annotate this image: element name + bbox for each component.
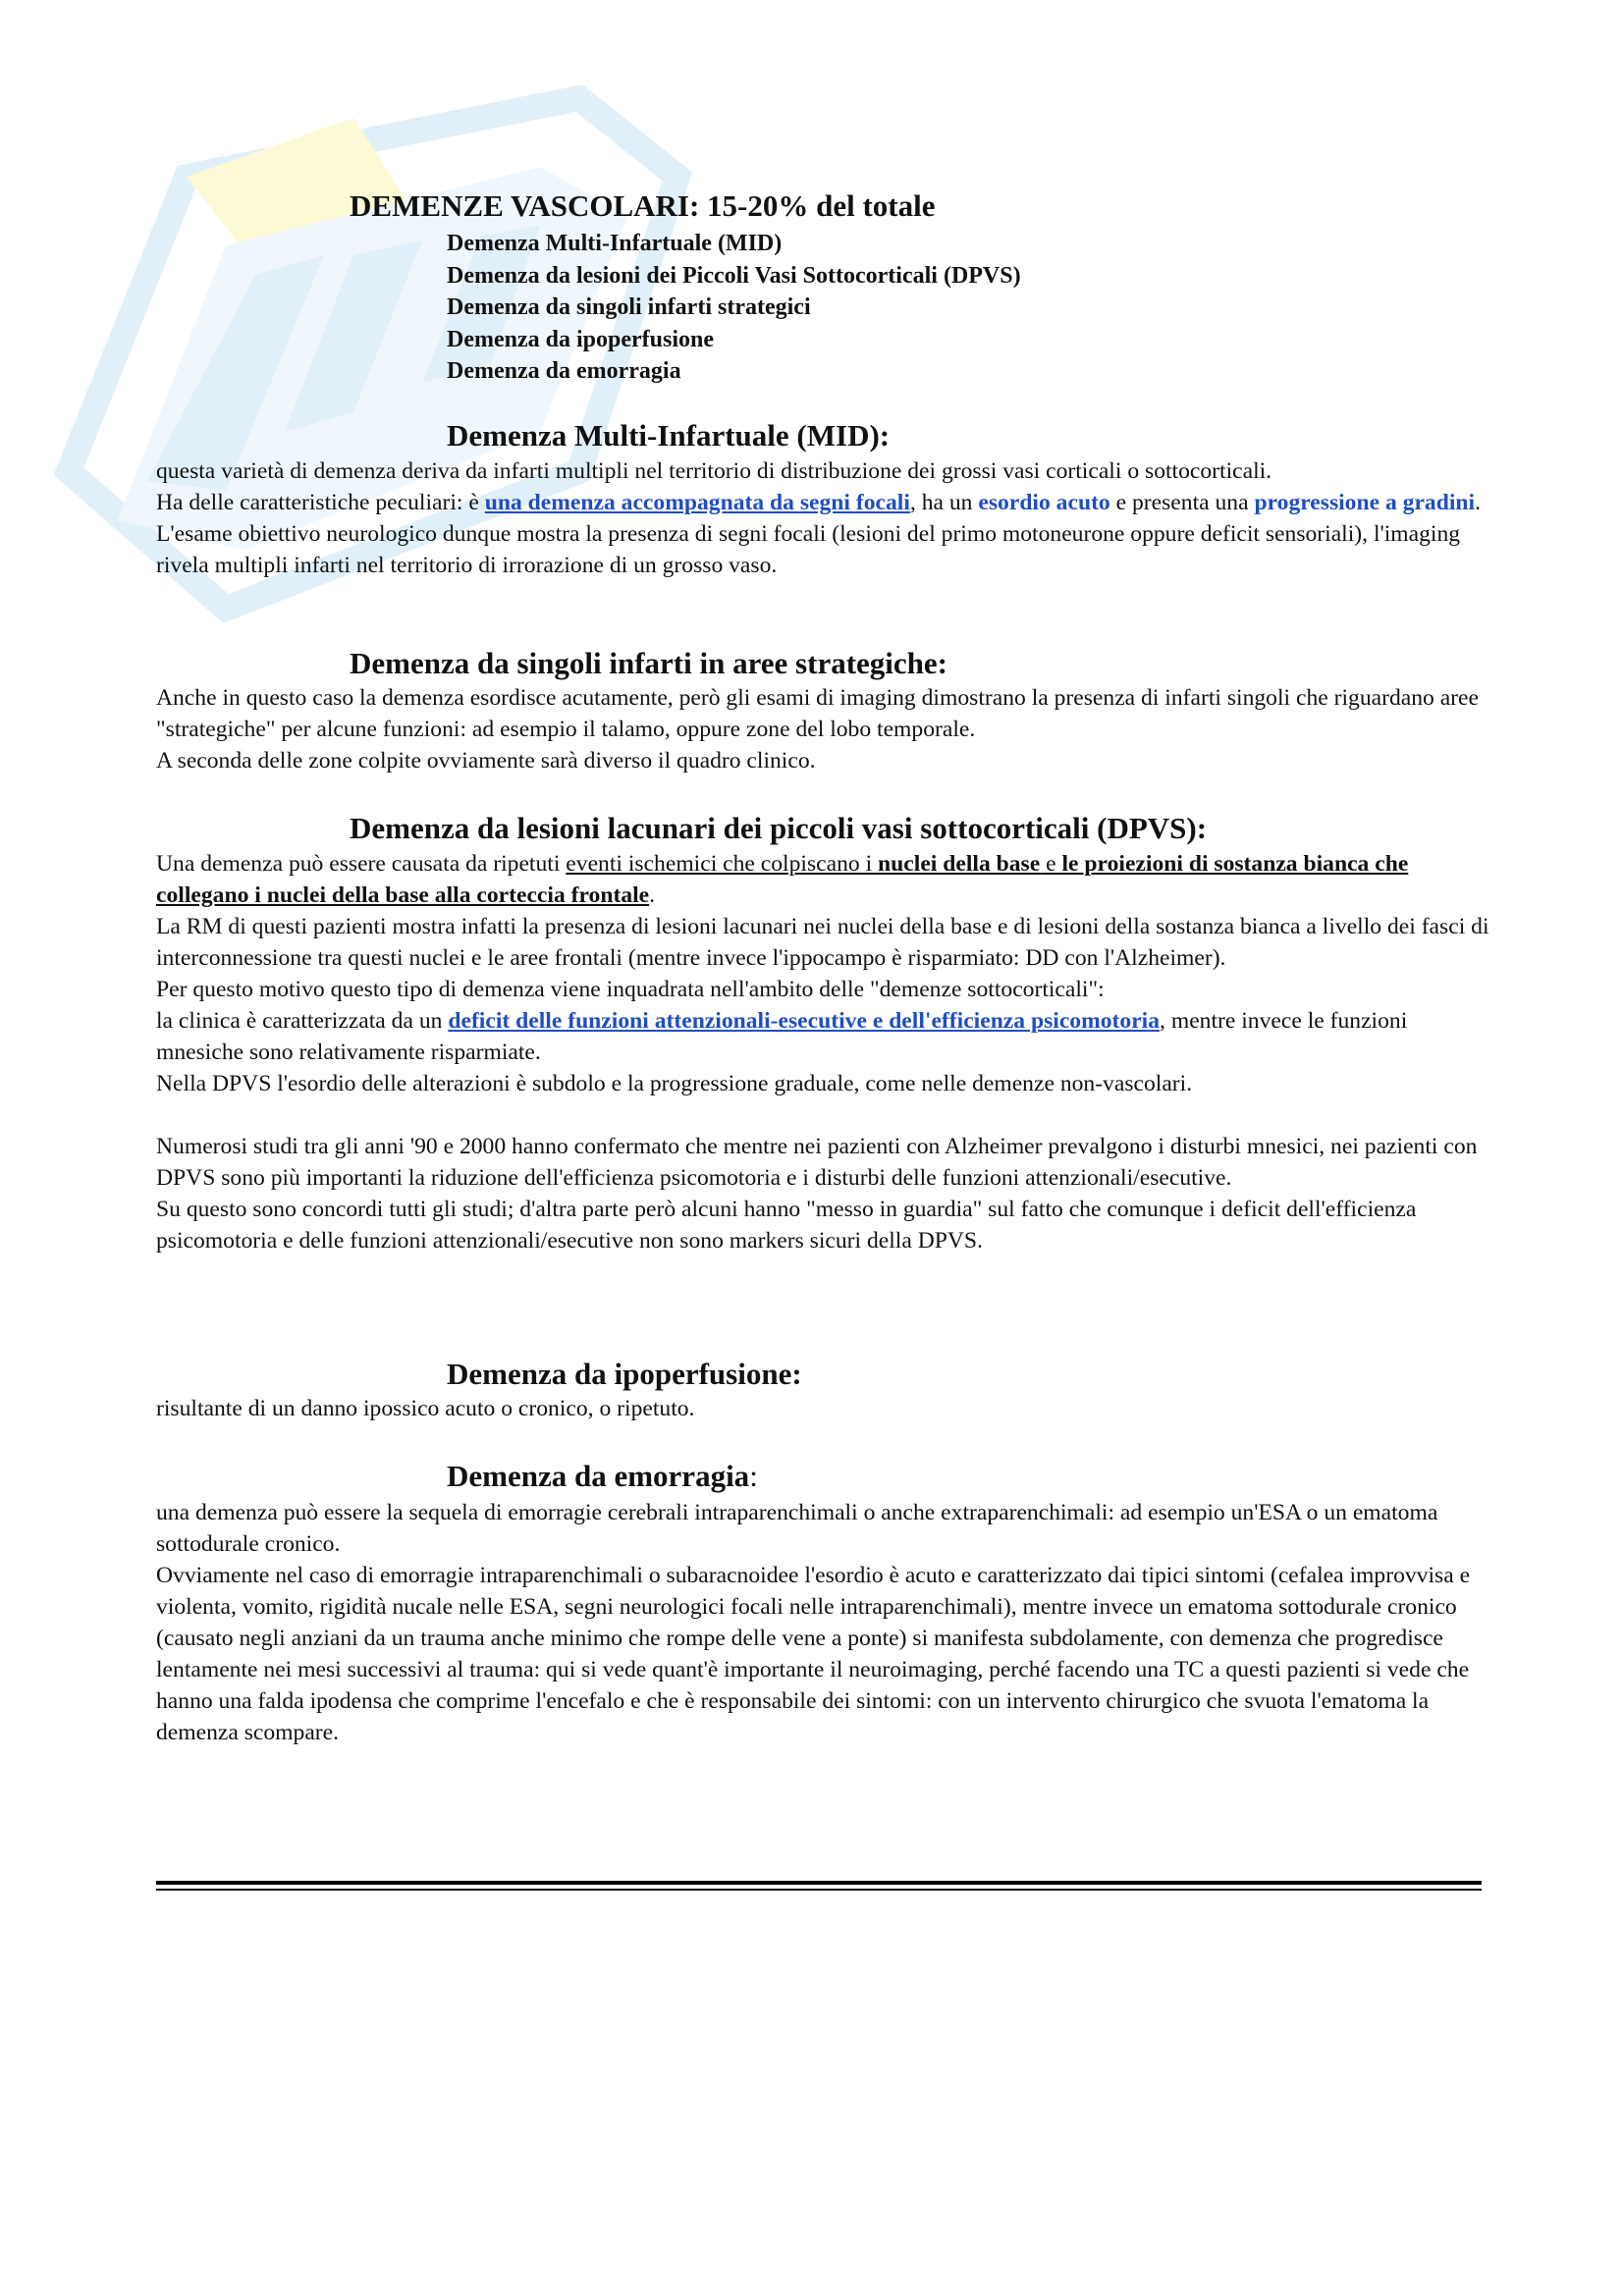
toc-item: Demenza da singoli infarti strategici: [447, 294, 811, 320]
highlight-text: esordio acuto: [978, 490, 1110, 515]
paragraph: questa varietà di demenza deriva da infarti multipli nel territorio di distribuzione dei grossi vasi corticali o sottocorticali.: [156, 458, 1272, 484]
underlined-text: eventi ischemici che colpiscano i: [566, 851, 879, 877]
toc-item: Demenza da ipoperfusione: [447, 326, 714, 352]
text-span: , ha un: [909, 490, 979, 515]
heading-text: Demenza da emorragia: [447, 1459, 750, 1493]
section-heading-dpvs: Demenza da lesioni lacunari dei piccoli vasi sottocorticali (DPVS):: [350, 811, 1208, 845]
divider-line: [156, 1889, 1482, 1891]
toc-item: Demenza da lesioni dei Piccoli Vasi Sottocorticali (DPVS): [447, 262, 1021, 289]
paragraph: L'esame obiettivo neurologico dunque mostra la presenza di segni focali (lesioni del primo motoneurone oppure deficit sensoriali), l'imaging rivela multipli infarti nel territorio di irrorazione di un grosso vaso.: [156, 521, 1461, 578]
link-focal-signs[interactable]: una demenza accompagnata da segni focali: [484, 490, 910, 515]
paragraph: Su questo sono concordi tutti gli studi; d'altra parte però alcuni hanno "messo in guardia" sul fatto che comunque i deficit dell'efficienza psicomotoria e delle funzioni attenzionali/esecutive non sono markers sicuri della DPVS.: [156, 1197, 1417, 1254]
highlight-text: progressione a gradini: [1254, 490, 1476, 515]
toc-item: Demenza Multi-Infartuale (MID): [447, 231, 783, 256]
underlined-bold-text: nuclei della base: [878, 851, 1041, 877]
section-body-hemorrhage: [156, 1497, 1491, 1748]
text-span: .: [649, 882, 656, 908]
paragraph: Nella DPVS l'esordio delle alterazioni è subdolo e la progressione graduale, come nelle demenze non-vascolari.: [156, 1071, 1193, 1096]
section-heading-strategic: Demenza da singoli infarti in aree strategiche:: [350, 646, 947, 680]
section-body-hypoperfusion: [156, 1393, 1491, 1424]
text-span: Una demenza può essere causata da ripetuti: [156, 851, 567, 877]
underlined-bold-text: le proiezioni di sostanza bianca che collegano i nuclei della base alla corteccia frontale: [156, 851, 1409, 908]
paragraph: A seconda delle zone colpite ovviamente sarà diverso il quadro clinico.: [156, 748, 816, 774]
section-heading-mid: Demenza Multi-Infartuale (MID):: [447, 418, 891, 453]
paragraph: [156, 487, 1491, 518]
table-of-contents: [447, 228, 1021, 388]
document-title: DEMENZE VASCOLARI: 15-20% del totale: [350, 188, 936, 223]
section-body-dpvs: [156, 848, 1491, 1256]
text-span: Ha delle caratteristiche peculiari: è: [156, 490, 485, 515]
paragraph: La RM di questi pazienti mostra infatti la presenza di lesioni lacunari nei nuclei della base e di lesioni della sostanza bianca a livello dei fasci di interconnessione tra questi nuclei e le aree frontali (mentre invece l'ippocampo è risparmiato: DD con l'Alzheimer).: [156, 914, 1489, 971]
paragraph: una demenza può essere la sequela di emorragie cerebrali intraparenchimali o anche extraparenchimali: ad esempio un'ESA o un ematoma sottodurale cronico.: [156, 1500, 1438, 1557]
section-body-mid: [156, 455, 1491, 581]
paragraph: [156, 848, 1491, 911]
paragraph: Numerosi studi tra gli anni '90 e 2000 hanno confermato che mentre nei pazienti con Alzheimer prevalgono i disturbi mnesici, nei pazienti con DPVS sono più importanti la riduzione dell'efficienza psicomotoria e i disturbi delle funzioni attenzionali/esecutive.: [156, 1134, 1478, 1191]
divider-line: [156, 1881, 1482, 1885]
paragraph: risultante di un danno ipossico acuto o cronico, o ripetuto.: [156, 1396, 695, 1421]
paragraph: [156, 1005, 1491, 1068]
paragraph: Anche in questo caso la demenza esordisce acutamente, però gli esami di imaging dimostrano la presenza di infarti singoli che riguardano aree "strategiche" per alcune funzioni: ad esempio il talamo, oppure zone del lobo temporale.: [156, 685, 1479, 742]
underlined-text: e: [1040, 851, 1062, 877]
text-span: .: [1475, 490, 1481, 515]
paragraph: Ovviamente nel caso di emorragie intraparenchimali o subaracnoidee l'esordio è acuto e caratterizzato dai tipici sintomi (cefalea improvvisa e violenta, vomito, rigidità nucale nelle ESA, segni neurologici focali nelle intraparenchimali), mentre invece un ematoma sottodurale cronico (causato negli anziani da un trauma anche minimo che rompe delle vene a ponte) si manifesta subdolamente, con demenza che progredisce lentamente nei mesi successivi al trauma: qui si vede quant'è importante il neuroimaging, perché facendo una TC a questi pazienti si vede che hanno una falda ipodensa che comprime l'encefalo e che è responsabile dei sintomi: con un intervento chirurgico che svuota l'ematoma la demenza scompare.: [156, 1563, 1471, 1745]
toc-item: Demenza da emorragia: [447, 358, 681, 384]
heading-colon: :: [749, 1459, 758, 1493]
paragraph: Per questo motivo questo tipo di demenza viene inquadrata nell'ambito delle "demenze sottocorticali":: [156, 977, 1105, 1002]
text-span: e presenta una: [1109, 490, 1255, 515]
section-heading-hypoperfusion: Demenza da ipoperfusione:: [447, 1357, 802, 1391]
text-span: la clinica è caratterizzata da un: [156, 1008, 449, 1034]
text-span: , mentre invece le funzioni mnesiche sono relativamente risparmiate.: [156, 1008, 1408, 1065]
section-heading-hemorrhage: [447, 1459, 758, 1494]
section-body-strategic: [156, 682, 1491, 776]
link-attentional-deficit[interactable]: deficit delle funzioni attenzionali-esecutive e dell'efficienza psicomotoria: [448, 1008, 1161, 1034]
